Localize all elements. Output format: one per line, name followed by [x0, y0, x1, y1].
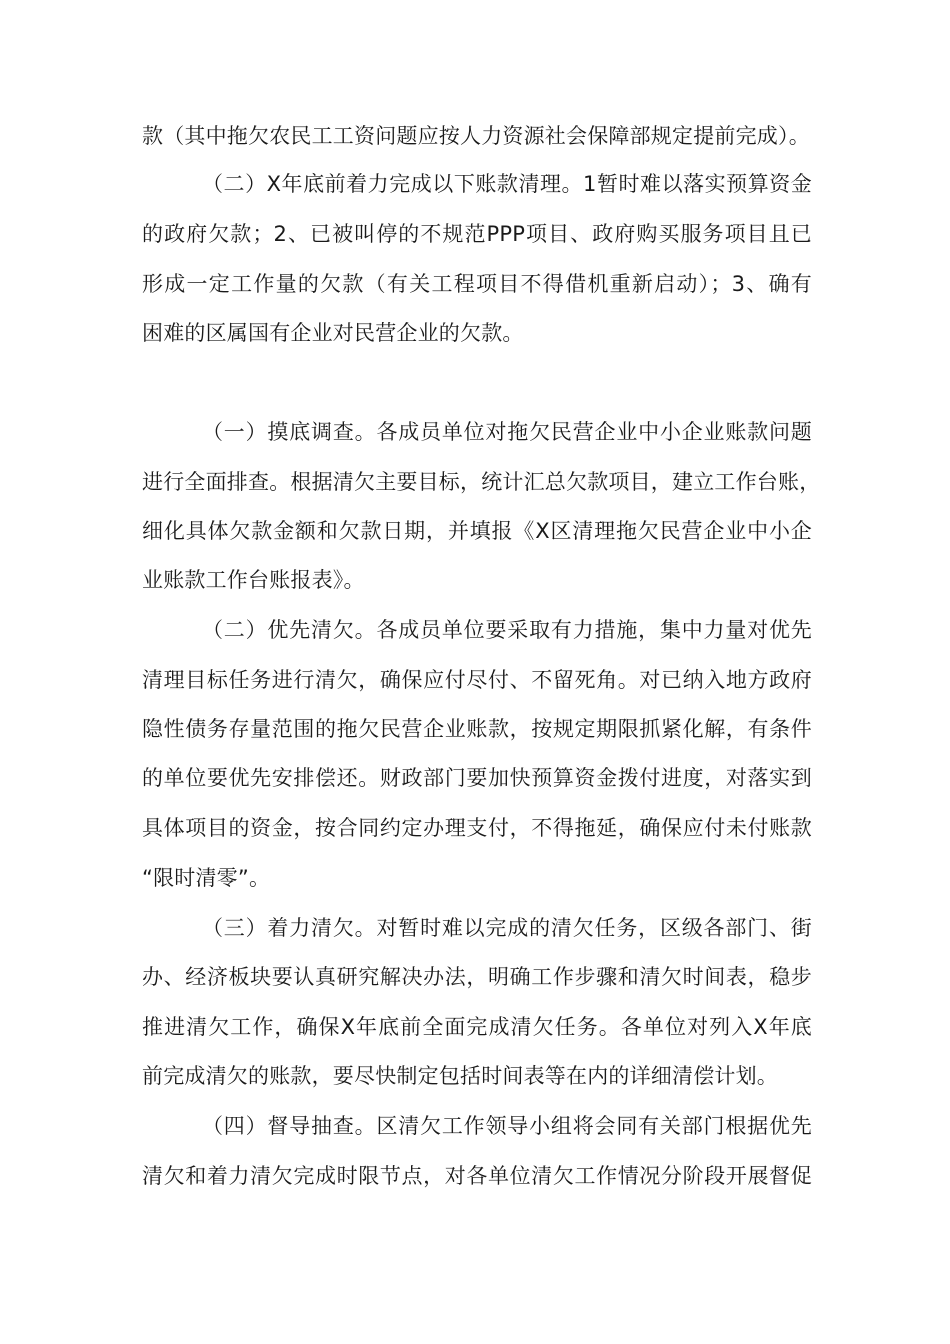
- text-line: 清欠和着力清欠完成时限节点，对各单位清欠工作情况分阶段开展督促: [142, 1164, 812, 1188]
- text-line: 形成一定工作量的欠款（有关工程项目不得借机重新启动）；3、确有: [142, 272, 812, 296]
- text-line: （二）X年底前着力完成以下账款清理。1暂时难以落实预算资金: [202, 172, 812, 196]
- text-line: 困难的区属国有企业对民营企业的欠款。: [142, 321, 524, 345]
- text-line: 推进清欠工作，确保X年底前全面完成清欠任务。各单位对列入X年底: [142, 1015, 812, 1039]
- text-line: 清理目标任务进行清欠，确保应付尽付、不留死角。对已纳入地方政府: [142, 668, 812, 692]
- text-line: （四）督导抽查。区清欠工作领导小组将会同有关部门根据优先: [202, 1114, 812, 1138]
- text-line: （三）着力清欠。对暂时难以完成的清欠任务，区级各部门、街: [202, 916, 812, 940]
- text-line: 的政府欠款；2、已被叫停的不规范PPP项目、政府购买服务项目且已: [142, 222, 812, 246]
- text-line: 的单位要优先安排偿还。财政部门要加快预算资金拨付进度，对落实到: [142, 766, 812, 790]
- text-line: 细化具体欠款金额和欠款日期，并填报《X区清理拖欠民营企业中小企: [142, 519, 812, 543]
- text-line: 款（其中拖欠农民工工资问题应按人力资源社会保障部规定提前完成）。: [142, 124, 810, 148]
- text-line: 具体项目的资金，按合同约定办理支付，不得拖延，确保应付未付账款: [142, 816, 812, 840]
- text-line: （二）优先清欠。各成员单位要采取有力措施，集中力量对优先: [202, 618, 812, 642]
- text-line: 业账款工作台账报表》。: [142, 568, 365, 592]
- text-line: 进行全面排查。根据清欠主要目标，统计汇总欠款项目，建立工作台账，: [142, 470, 821, 494]
- text-line: 隐性债务存量范围的拖欠民营企业账款，按规定期限抓紧化解，有条件: [142, 717, 812, 741]
- text-line: 前完成清欠的账款，要尽快制定包括时间表等在内的详细清偿计划。: [142, 1064, 778, 1088]
- text-line: “限时清零”。: [142, 866, 271, 890]
- text-line: （一）摸底调查。各成员单位对拖欠民营企业中小企业账款问题: [202, 420, 812, 444]
- text-line: 办、经济板块要认真研究解决办法，明确工作步骤和清欠时间表，稳步: [142, 965, 812, 989]
